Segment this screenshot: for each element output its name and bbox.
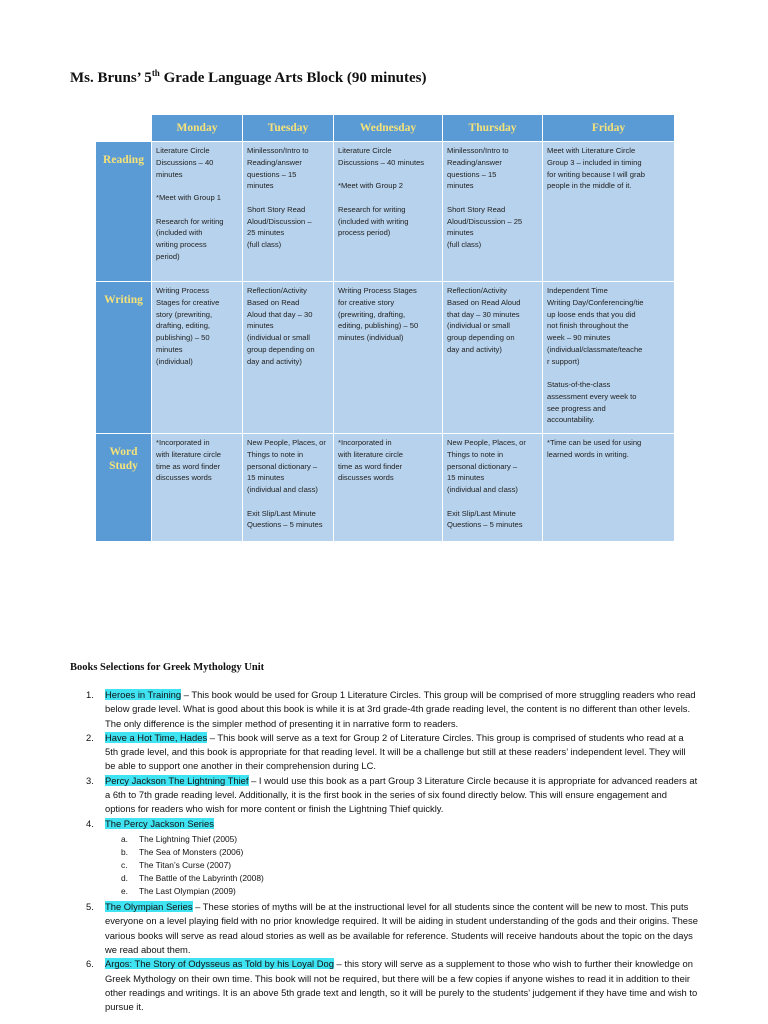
series-item: b. The Sea of Monsters (2006) <box>121 846 244 857</box>
book-title: Percy Jackson The Lightning Thief <box>105 774 249 786</box>
writing-thursday-cell: Reflection/Activity Based on Read Aloud that day – 30 minutes (individual or small group depending on day and activity) <box>443 282 542 433</box>
reading-thursday-cell: Minilesson/Intro to Reading/answer questions – 15 minutes Short Story Read Aloud/Discussion – 25 minutes (full class) <box>443 142 542 281</box>
series-list <box>105 833 698 898</box>
row-label-reading: Reading <box>96 142 151 281</box>
series-item: c. The Titan’s Curse (2007) <box>121 860 232 870</box>
writing-row <box>96 282 674 433</box>
book-description: – This book would be used for Group 1 Literature Circles. This group will be comprised of more struggling readers who read below grade level. What is good about this book is while it is at 3rd grade-4th grade reading level, the content is no different than other levels. The only difference is the simpler method of presenting it in narrative form to readers. <box>105 689 696 729</box>
book-item-6: 6. Argos: The Story of Odysseus as Told by his Loyal Dog – this story will serve as a supplement to those who wish to further their knowledge on Greek Mythology on their own time. This book will not be required, but there will be a few copies if anyone wishes to read it in addition to their other readings and writings. It is an above 5th grade text and length, so it will be purely to the students’ judgement if they have time and wish to pursue it. <box>86 958 698 1013</box>
book-list <box>70 688 698 1014</box>
reading-friday-cell: Meet with Literature Circle Group 3 – included in timing for writing because I will grab people in the middle of it. <box>543 142 674 281</box>
book-description: – I would use this book as a part Group 3 Literature Circle because it is appropriate for advanced readers at a 6th to 7th grade reading level. Additionally, it is the first book in the series of six found directly below. This will ensure engagement and options for readers who wish for more content or finish the Lightning Thief quickly. <box>105 774 698 815</box>
day-header-wednesday: Wednesday <box>334 115 442 141</box>
schedule-table <box>95 114 675 542</box>
book-title: Have a Hot Time, Hades <box>105 731 208 743</box>
day-header-friday: Friday <box>543 115 674 141</box>
book-title: Heroes in Training <box>105 689 182 700</box>
book-item-4: 4. The Percy Jackson Series a. The Lightning Thief (2005) b. The Sea of Monsters (2006) c. The Titan’s Curse (2007) d. The Battle of the Labyrinth (2008) e. The Last Olympian (2009) <box>70 817 698 898</box>
reading-row <box>96 142 674 281</box>
reading-monday-cell: Literature Circle Discussions – 40 minutes *Meet with Group 1 Research for writing (included with writing process period) <box>152 142 242 281</box>
row-label-writing: Writing <box>96 282 151 433</box>
series-item: d. The Battle of the Labyrinth (2008) <box>121 873 264 884</box>
writing-monday-cell: Writing Process Stages for creative story (prewriting, drafting, editing, publishing) – 50 minutes (individual) <box>152 282 242 433</box>
book-title: The Olympian Series <box>105 901 193 913</box>
day-header-thursday: Thursday <box>443 115 542 141</box>
word-study-tuesday-cell: New People, Places, or Things to note in personal dictionary – 15 minutes (individual and class) Exit Slip/Last Minute Questions – 5 minutes <box>243 434 333 541</box>
book-item-5: 5. The Olympian Series – These stories of myths will be at the instructional level for all students since the content will be new to most. This puts everyone on a level playing field with no prior knowledge required. It will be aiding in student understanding of the gods and their origins. These various books will serve as read aloud stories as well as be available for reference. Students will receive handouts about the topic on the days we read about them. <box>86 901 698 955</box>
writing-wednesday-cell: Writing Process Stages for creative story (prewriting, drafting, editing, publishing) – 50 minutes (individual) <box>334 282 442 433</box>
series-item: e. The Last Olympian (2009) <box>121 886 236 897</box>
word-study-wednesday-cell: *Incorporated in with literature circle time as word finder discusses words <box>334 434 442 541</box>
book-item-3: 3. Percy Jackson The Lightning Thief – I would use this book as a part Group 3 Literature Circle because it is appropriate for advanced readers at a 6th to 7th grade reading level. Additionally, it is the first book in the series of six found directly below. This will ensure engagement and options for readers who wish for more content or finish the Lightning Thief quickly. <box>86 774 698 815</box>
writing-tuesday-cell: Reflection/Activity Based on Read Aloud that day – 30 minutes (individual or small group depending on day and activity) <box>243 282 333 433</box>
books-section-title: Books Selections for Greek Mythology Unit <box>70 662 265 673</box>
day-header-tuesday: Tuesday <box>243 115 333 141</box>
day-header-row <box>96 115 674 141</box>
reading-wednesday-cell: Literature Circle Discussions – 40 minutes *Meet with Group 2 Research for writing (included with writing process period) <box>334 142 442 281</box>
series-item: a. The Lightning Thief (2005) <box>121 833 238 844</box>
book-title: Argos: The Story of Odysseus as Told by his Loyal Dog <box>105 958 334 970</box>
book-item-2: 2. Have a Hot Time, Hades – This book will serve as a text for Group 2 of Literature Circles. This group is comprised of students who read at a 5th grade level, and this book is appropriate for that reading level. It will be a challenge but still at these readers’ independent level. They will be able to support one another in their comprehension during LC. <box>86 731 686 772</box>
book-item-1: 1. Heroes in Training – This book would be used for Group 1 Literature Circles. This group will be comprised of more struggling readers who read below grade level. What is good about this book is while it is at 3rd grade-4th grade reading level, the content is no different than other levels. The only difference is the simpler method of presenting it in narrative form to readers. <box>86 689 696 729</box>
book-title: The Percy Jackson Series <box>105 817 214 829</box>
reading-tuesday-cell: Minilesson/Intro to Reading/answer questions – 15 minutes Short Story Read Aloud/Discussion – 25 minutes (full class) <box>243 142 333 281</box>
book-description: – These stories of myths will be at the instructional level for all students since the content will be new to most. This puts everyone on a level playing field with no prior knowledge required. It will be aiding in student understanding of the gods and their origins. These various books will serve as read aloud stories as well as be available for reference. Students will receive handouts about the topic on the days we read about them. <box>105 901 698 955</box>
book-description: – this story will serve as a supplement to those who wish to further their knowledge on Greek Mythology on their own time. This book will not be required, but there will be a few copies if anyone wishes to read it in addition to their other readings and writings. It is an above 5th grade text and length, so it will be purely to the students’ judgement if they have time and wish to pursue it. <box>105 958 698 1013</box>
writing-friday-cell: Independent Time Writing Day/Conferencing/tie up loose ends that you did not finish throughout the week – 90 minutes (individual/classmate/teache r support) Status-of-the-class assessment every week to see progress and accountability. <box>543 282 674 433</box>
word-study-friday-cell: *Time can be used for using learned words in writing. <box>543 434 674 541</box>
word-study-monday-cell: *Incorporated in with literature circle time as word finder discusses words <box>152 434 242 541</box>
corner-cell <box>96 115 151 141</box>
page-title: Ms. Bruns’ 5th Grade Language Arts Block (90 minutes) <box>70 68 427 86</box>
day-header-monday: Monday <box>152 115 242 141</box>
row-label-word-study: Word Study <box>96 434 151 541</box>
word-study-row <box>96 434 674 541</box>
book-description: – This book will serve as a text for Group 2 of Literature Circles. This group is comprised of students who read at a 5th grade level, and this book is appropriate for that reading level. It will be a challenge but still at these readers’ independent level. They will be able to support one another in their comprehension during LC. <box>105 731 686 772</box>
word-study-thursday-cell: New People, Places, or Things to note in personal dictionary – 15 minutes (individual and class) Exit Slip/Last Minute Questions – 5 minutes <box>443 434 542 541</box>
